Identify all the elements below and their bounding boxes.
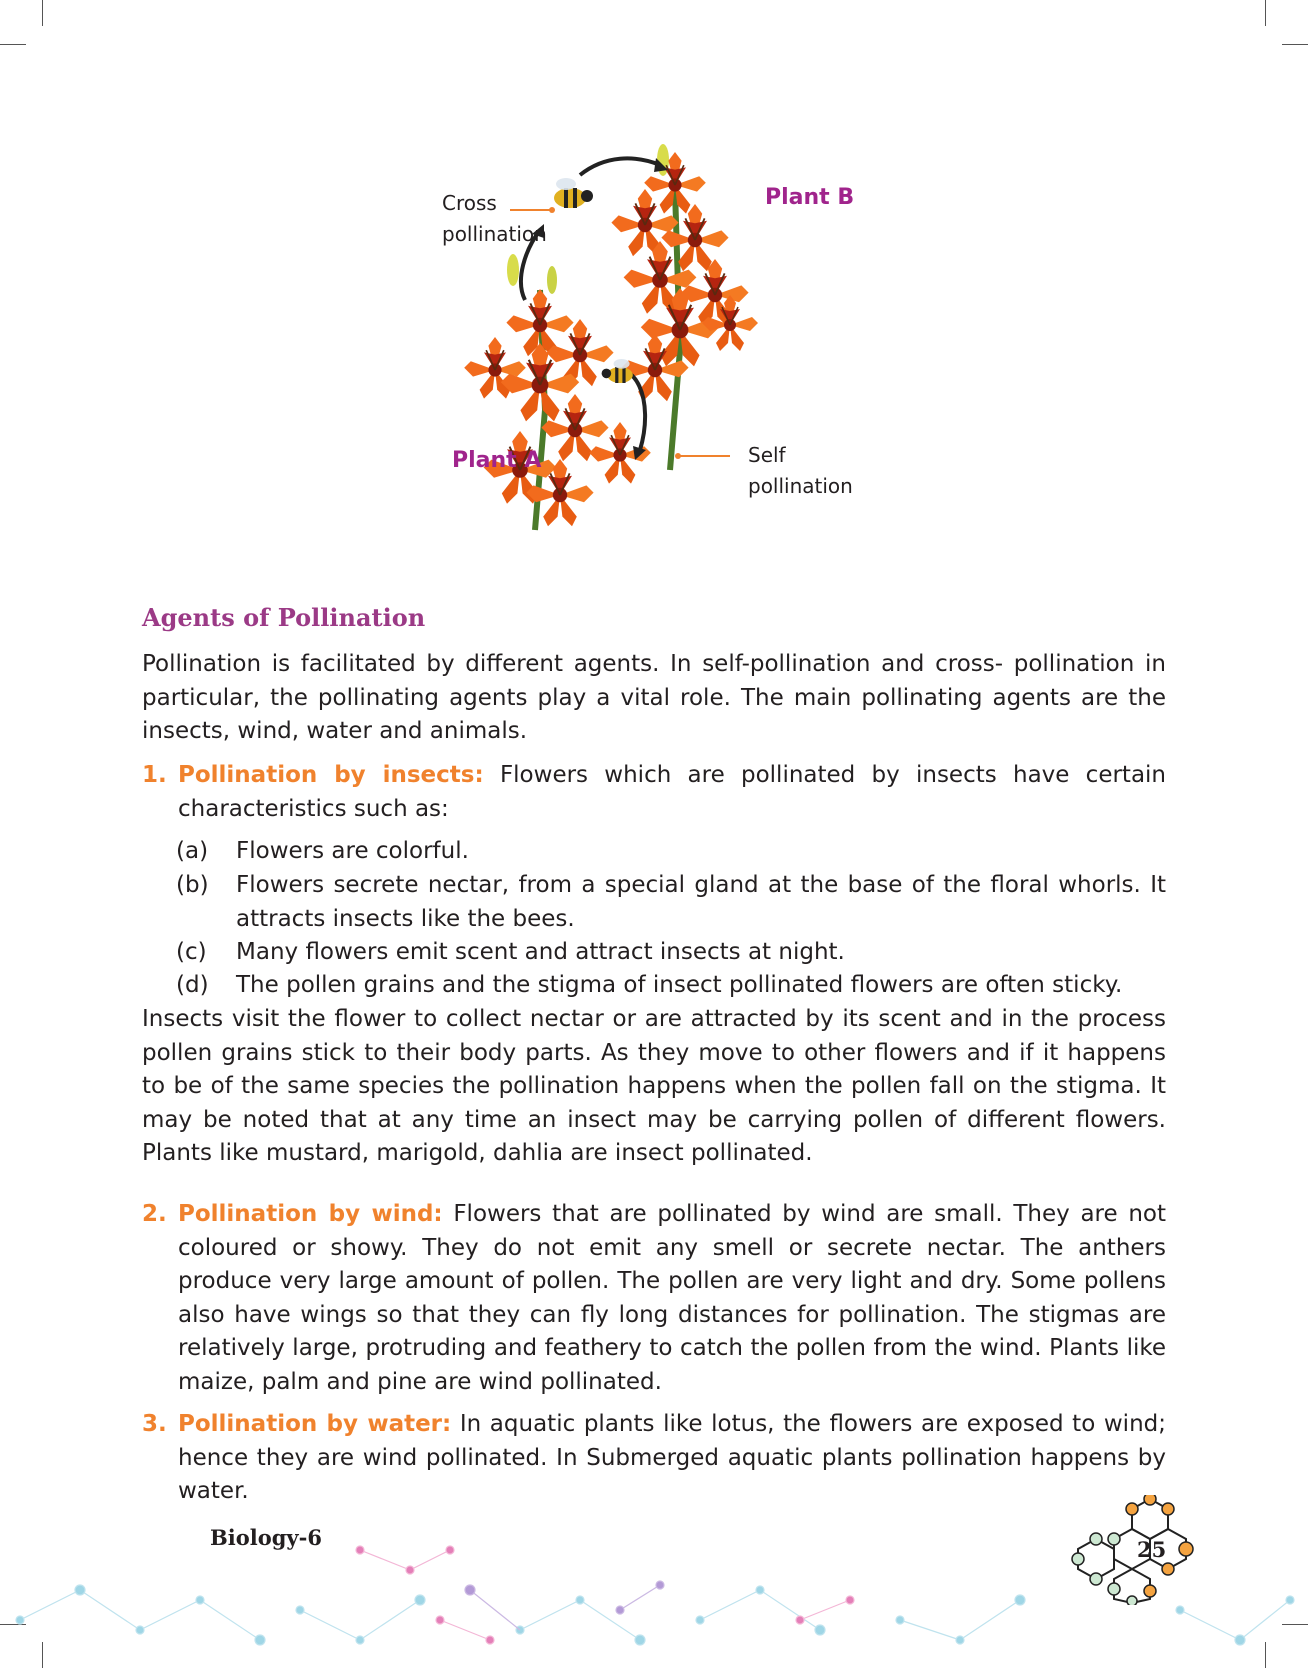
crop-mark: [1282, 44, 1308, 45]
item-heading: Pollination by wind:: [178, 1201, 443, 1227]
list-item-insects: [142, 759, 1166, 826]
item-text: In aquatic plants like lotus, the flowers are exposed to wind; hence they are wind pollinated. In Submerged aquatic plants pollination happens by water.: [178, 1411, 1166, 1504]
item-heading: Pollination by insects:: [178, 762, 484, 788]
sub-item-a: (a) Flowers are colorful.: [176, 838, 469, 864]
crop-mark: [42, 0, 43, 26]
plant-a-label: Plant A: [452, 448, 542, 473]
insects-paragraph: Insects visit the flower to collect nectar or are attracted by its scent and in the process pollen grains stick to their body parts. As they move to other flowers and if it happens to be of the same species the pollination happens when the pollen fall on the stigma. It may be noted that at any time an insect may be carrying pollen of different flowers. Plants like mustard, marigold, dahlia are insect pollinated.: [142, 1006, 1166, 1166]
page-number: 25: [1137, 1537, 1167, 1562]
item-heading: Pollination by water:: [178, 1411, 452, 1437]
pollination-figure: [430, 130, 880, 570]
self-pollination-label: Self pollination: [748, 443, 853, 498]
item-text: Flowers which are pollinated by insects have certain characteristics such as:: [178, 762, 1167, 822]
hexagon-page-badge: [1050, 1495, 1210, 1605]
item-number: 2.: [142, 1201, 167, 1227]
sub-item-d: (d) The pollen grains and the stigma of insect pollinated flowers are often sticky.: [176, 972, 1123, 998]
plant-b-label: Plant B: [765, 185, 855, 210]
cross-pollination-label: Cross pollination: [442, 191, 547, 246]
item-text: Flowers that are pollinated by wind are small. They are not coloured or showy. They do not emit any smell or secrete nectar. The anthers produce very large amount of pollen. The pollen are very light and dry. Some pollens also have wings so that they can fly long distances for pollination. The stigmas are relatively large, protruding and feathery to catch the pollen from the wind. Plants like maize, palm and pine are wind pollinated.: [178, 1201, 1166, 1395]
book-title: Biology-6: [210, 1525, 322, 1550]
item-number: 1.: [142, 762, 167, 788]
crop-mark: [1265, 0, 1266, 26]
intro-paragraph: Pollination is facilitated by different agents. In self-pollination and cross- pollination in particular, the pollinating agents play a vital role. The main pollinating agents are the insects, wind, water and animals.: [142, 651, 1166, 744]
sub-item-b: (b) Flowers secrete nectar, from a special gland at the base of the floral whorls. It attracts insects like the bees.: [176, 872, 1166, 932]
list-item-wind: [142, 1198, 1166, 1399]
crop-mark: [0, 44, 26, 45]
sub-item-c: (c) Many flowers emit scent and attract insects at night.: [176, 939, 845, 965]
item-number: 3.: [142, 1411, 167, 1437]
section-title: Agents of Pollination: [142, 603, 426, 632]
